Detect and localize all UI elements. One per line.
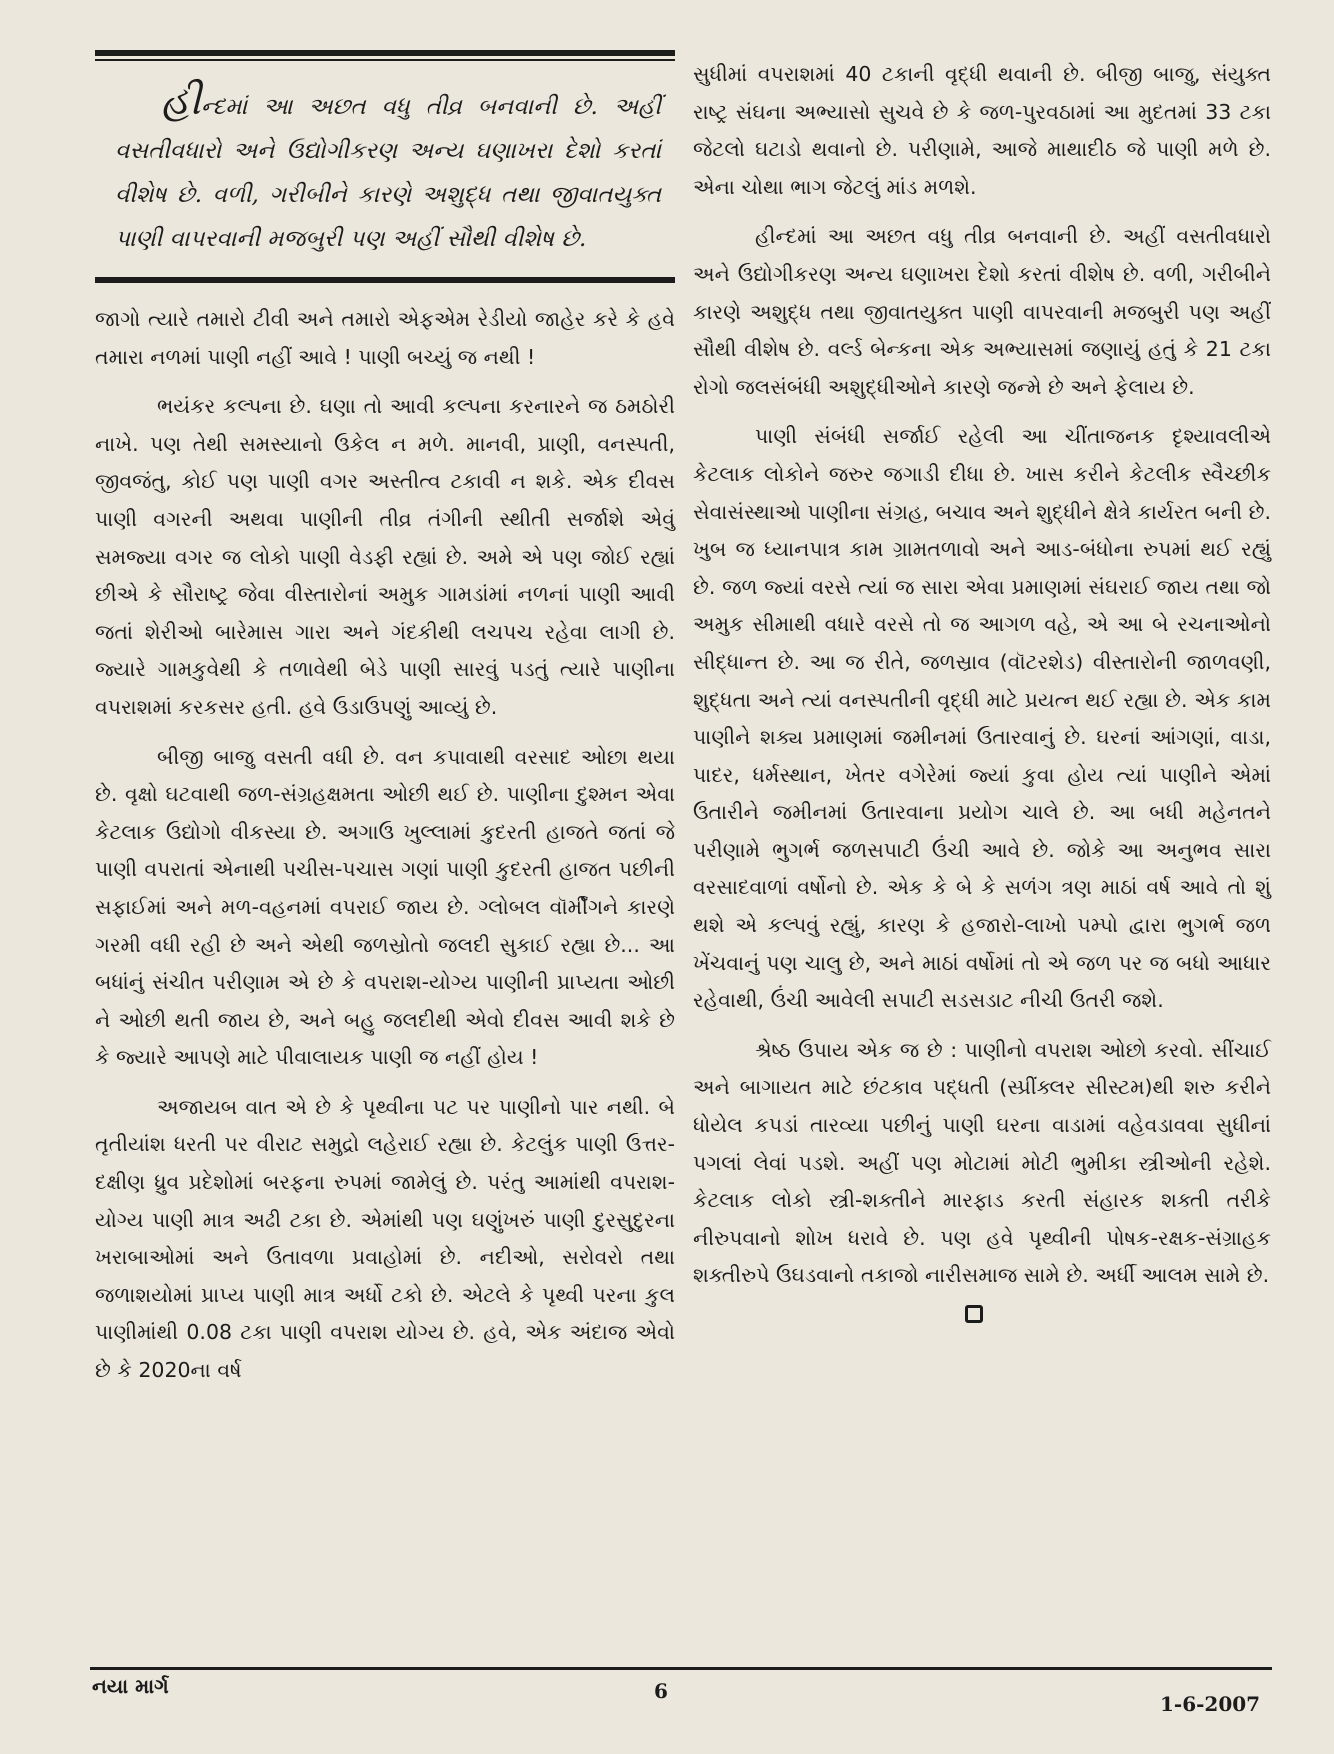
right-column <box>693 50 1271 1323</box>
pullquote-dropcap: હી <box>161 78 201 124</box>
body-paragraph: હીન્દમાં આ અછત વધુ તીવ્ર બનવાની છે. અહીં વસતીવધારો અને ઉદ્યોગીકરણ અન્ય ઘણાખરા દેશો કરતાં વીશેષ છે. વળી, ગરીબીને કારણે અશુદ્ધ તથા જીવાતયુક્ત પાણી વાપરવાની મજબુરી પણ અહીં સૌથી વીશેષ છે. વર્લ્ડ બેન્કના એક અભ્યાસમાં જણાયું હતું કે 21 ટકા રોગો જલસંબંધી અશુદ્ધીઓને કારણે જન્મે છે અને ફેલાય છે. <box>693 224 1271 399</box>
body-paragraph: ભયંકર કલ્પના છે. ઘણા તો આવી કલ્પના કરનારને જ ઠમઠોરી નાખે. પણ તેથી સમસ્યાનો ઉકેલ ન મળે. માનવી, પ્રાણી, વનસ્પતી, જીવજંતુ, કોઈ પણ પાણી વગર અસ્તીત્વ ટકાવી ન શકે. એક દીવસ પાણી વગરની અથવા પાણીની તીવ્ર તંગીની સ્થીતી સર્જાશે એવું સમજ્યા વગર જ લોકો પાણી વેડફી રહ્યાં છે. અમે એ પણ જોઈ રહ્યાં છીએ કે સૌરાષ્ટ્ર જેવા વીસ્તારોનાં અમુક ગામડાંમાં નળનાં પાણી આવી જતાં શેરીઓ બારેમાસ ગારા અને ગંદકીથી લચપચ રહેવા લાગી છે. જ્યારે ગામકુવેથી કે તળાવેથી બેડે પાણી સારવું પડતું ત્યારે પાણીના વપરાશમાં કરકસર હતી. હવે ઉડાઉપણું આવ્યું છે. <box>95 394 675 719</box>
publication-name: નયા માર્ગ <box>92 1674 169 1698</box>
left-column <box>95 50 675 1390</box>
body-paragraph: અજાયબ વાત એ છે કે પૃથ્વીના પટ પર પાણીનો પાર નથી. બે તૃતીયાંશ ધરતી પર વીરાટ સમુદ્રો લહેરાઈ રહ્યા છે. કેટલુંક પાણી ઉત્તર-દક્ષીણ ધ્રુવ પ્રદેશોમાં બરફના રુપમાં જામેલું છે. પરંતુ આમાંથી વપરાશ-યોગ્ય પાણી માત્ર અઢી ટકા છે. એમાંથી પણ ઘણુંખરું પાણી દુરસુદુરના ખરાબાઓમાં અને ઉતાવળા પ્રવાહોમાં છે. નદીઓ, સરોવરો તથા જળાશયોમાં પ્રાપ્ય પાણી માત્ર અર્ધો ટકો છે. એટલે કે પૃથ્વી પરના કુલ પાણીમાંથી 0.08 ટકા પાણી વપરાશ યોગ્ય છે. હવે, એક અંદાજ એવો છે કે 2020ના વર્ષ <box>95 1094 675 1383</box>
page-number: 6 <box>654 1679 668 1703</box>
pullquote-top-rule <box>95 50 675 56</box>
square-end-mark-icon <box>965 1305 983 1323</box>
body-paragraph: સુધીમાં વપરાશમાં 40 ટકાની વૃદ્ધી થવાની છે. બીજી બાજુ, સંયુક્ત રાષ્ટ્ર સંઘના અભ્યાસો સુચવે છે કે જળ-પુરવઠામાં આ મુદતમાં 33 ટકા જેટલો ઘટાડો થવાનો છે. પરીણામે, આજે માથાદીઠ જે પાણી મળે છે. એના ચોથા ભાગ જેટલું માંડ મળશે. <box>693 62 1271 199</box>
pullquote <box>95 61 675 273</box>
pullquote-bottom-rule <box>95 277 675 283</box>
body-paragraph: શ્રેષ્ઠ ઉપાય એક જ છે : પાણીનો વપરાશ ઓછો કરવો. સીંચાઈ અને બાગાયત માટે છંટકાવ પદ્ધતી (સ્પ્રીંક્લર સીસ્ટમ)થી શરુ કરીને ધોયેલ કપડાં તારવ્યા પછીનું પાણી ઘરના વાડામાં વહેવડાવવા સુધીનાં પગલાં લેવાં પડશે. અહીં પણ મોટામાં મોટી ભુમીકા સ્ત્રીઓની રહેશે. કેટલાક લોકો સ્ત્રી-શક્તીને મારફાડ કરતી સંહારક શક્તી તરીકે નીરુપવાનો શોખ ધરાવે છે. પણ હવે પૃથ્વીની પોષક-રક્ષક-સંગ્રાહક શક્તીરુપે ઉઘડવાનો તકાજો નારીસમાજ સામે છે. અર્ધી આલમ સામે છે. <box>693 1037 1271 1288</box>
body-paragraph: જાગો ત્યારે તમારો ટીવી અને તમારો એફએમ રેડીયો જાહેર કરે કે હવે તમારા નળમાં પાણી નહીં આવે ! પાણી બચ્યું જ નથી ! <box>95 307 675 369</box>
body-paragraph: બીજી બાજુ વસતી વધી છે. વન કપાવાથી વરસાદ ઓછા થયા છે. વૃક્ષો ઘટવાથી જળ-સંગ્રહક્ષમતા ઓછી થઈ છે. પાણીના દુશ્મન એવા કેટલાક ઉદ્યોગો વીકસ્યા છે. અગાઉ ખુલ્લામાં કુદરતી હાજતે જતાં જે પાણી વપરાતાં એનાથી પચીસ-પચાસ ગણાં પાણી કુદરતી હાજત પછીની સફાઈમાં અને મળ-વહનમાં વપરાઈ જાય છે. ગ્લોબલ વૉર્મીંગને કારણે ગરમી વધી રહી છે અને એથી જળસ્રોતો જલદી સુકાઈ રહ્યા છે... આ બધાંનું સંચીત પરીણામ એ છે કે વપરાશ-યોગ્ય પાણીની પ્રાપ્યતા ઓછી ને ઓછી થતી જાય છે, અને બહુ જલદીથી એવો દીવસ આવી શકે છે કે જ્યારે આપણે માટે પીવાલાયક પાણી જ નહીં હોય ! <box>95 744 675 1070</box>
pullquote-text: ન્દમાં આ અછત વધુ તીવ્ર બનવાની છે. અહીં વસતીવધારો અને ઉદ્યોગીકરણ અન્ય ઘણાખરા દેશો કરતાં વીશેષ છે. વળી, ગરીબીને કારણે અશુદ્ધ તથા જીવાતયુક્ત પાણી વાપરવાની મજબુરી પણ અહીં સૌથી વીશેષ છે. <box>115 94 661 252</box>
issue-date: 1-6-2007 <box>1160 1692 1261 1716</box>
body-paragraph: પાણી સંબંધી સર્જાઈ રહેલી આ ચીંતાજનક દૃશ્યાવલીએ કેટલાક લોકોને જરુર જગાડી દીધા છે. ખાસ કરીને કેટલીક સ્વૈચ્છીક સેવાસંસ્થાઓ પાણીના સંગ્રહ, બચાવ અને શુદ્ધીને ક્ષેત્રે કાર્યરત બની છે. ખુબ જ ધ્યાનપાત્ર કામ ગ્રામતળાવો અને આડ-બંધોના રુપમાં થઈ રહ્યું છે. જળ જ્યાં વરસે ત્યાં જ સારા એવા પ્રમાણમાં સંઘરાઈ જાય તથા જો અમુક સીમાથી વધારે વરસે તો જ આગળ વહે, એ આ બે રચનાઓનો સીદ્ધાન્ત છે. આ જ રીતે, જળસ્રાવ (વૉટરશેડ) વીસ્તારોની જાળવણી, શુદ્ધતા અને ત્યાં વનસ્પતીની વૃદ્ધી માટે પ્રયત્ન થઈ રહ્યા છે. એક કામ પાણીને શક્ય પ્રમાણમાં જમીનમાં ઉતારવાનું છે. ઘરનાં આંગણાં, વાડા, પાદર, ધર્મસ્થાન, ખેતર વગેરેમાં જ્યાં કુવા હોય ત્યાં પાણીને એમાં ઉતારીને જમીનમાં ઉતારવાના પ્રયોગ ચાલે છે. આ બધી મહેનતને પરીણામે ભુગર્ભ જળસપાટી ઉંચી આવે છે. જોકે આ અનુભવ સારા વરસાદવાળાં વર્ષોનો છે. એક કે બે કે સળંગ ત્રણ માઠાં વર્ષ આવે તો શું થશે એ કલ્પવું રહ્યું, કારણ કે હજારો-લાખો પમ્પો દ્વારા ભુગર્ભ જળ ખેંચવાનું પણ ચાલુ છે, અને માઠાં વર્ષોમાં તો એ જળ પર જ બધો આધાર રહેવાથી, ઉંચી આવેલી સપાટી સડસડાટ નીચી ઉતરી જશે. <box>693 424 1271 1013</box>
footer-rule <box>90 1667 1272 1670</box>
